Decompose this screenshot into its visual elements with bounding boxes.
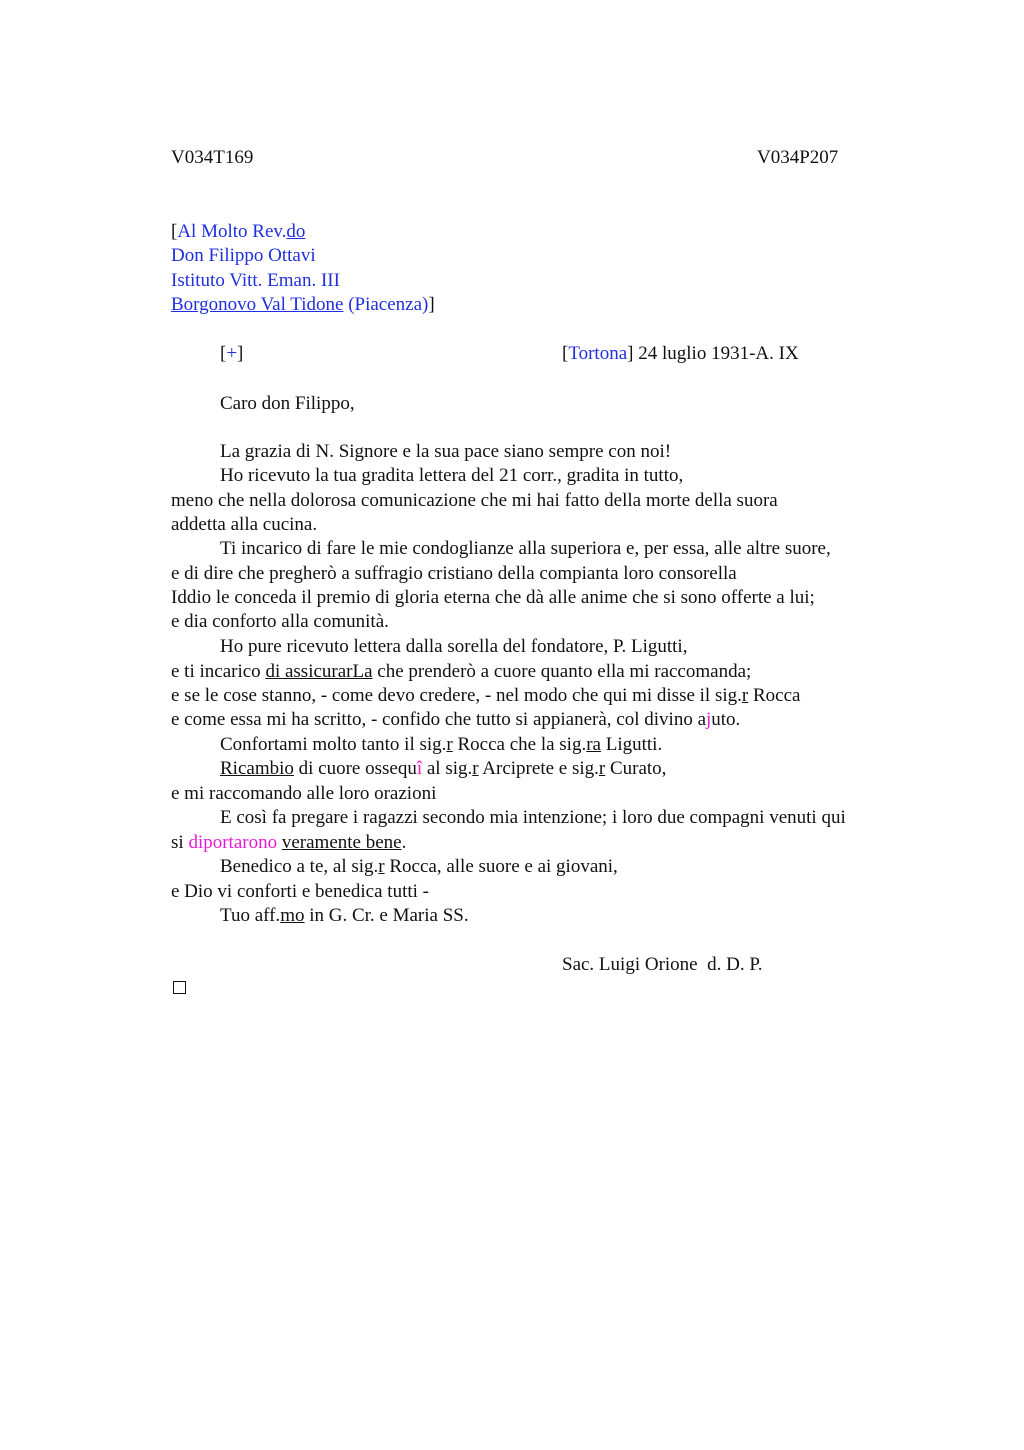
body-line: La grazia di N. Signore e la sua pace siano sempre con noi! xyxy=(220,441,672,462)
address-line-4 xyxy=(171,294,435,316)
body-line: e dia conforto alla comunità. xyxy=(171,611,389,632)
body-line: Iddio le conceda il premio di gloria eterna che dà alle anime che si sono offerte a lui; xyxy=(171,587,815,608)
letter-date: 24 luglio 1931-A. IX xyxy=(633,343,799,364)
body-line: Confortami molto tanto il sig.r Rocca che la sig.ra Ligutti. xyxy=(220,734,663,755)
body-line: Ricambio di cuore ossequî al sig.r Arciprete e sig.r Curato, xyxy=(220,758,667,779)
body-line: e se le cose stanno, - come devo credere, - nel modo che qui mi disse il sig.r Rocca xyxy=(171,685,801,706)
address-line-2: Don Filippo Ottavi xyxy=(171,245,316,266)
document-code-right: V034P207 xyxy=(757,147,839,168)
address-title: Al Molto Rev. xyxy=(177,221,287,242)
address-town: Borgonovo Val Tidone xyxy=(171,294,344,315)
bracket: ] xyxy=(428,294,435,315)
signature: Sac. Luigi Orione d. D. P. xyxy=(562,954,763,975)
address-line-1 xyxy=(171,221,305,243)
bracket: [ xyxy=(171,221,178,242)
body-line: Benedico a te, al sig.r Rocca, alle suore e ai giovani, xyxy=(220,856,618,877)
place-date: [Tortona] 24 luglio 1931-A. IX xyxy=(562,343,799,364)
body-line: e mi raccomando alle loro orazioni xyxy=(171,783,437,804)
body-line: Ho pure ricevuto lettera dalla sorella del fondatore, P. Ligutti, xyxy=(220,636,688,657)
end-marker-box xyxy=(173,981,186,994)
salutation: Caro don Filippo, xyxy=(220,393,355,414)
cross-mark: [+] xyxy=(220,343,244,364)
body-line: e Dio vi conforti e benedica tutti - xyxy=(171,881,429,902)
closing-line: Tuo aff.mo in G. Cr. e Maria SS. xyxy=(220,905,469,926)
address-province: (Piacenza) xyxy=(343,294,429,315)
address-line-3: Istituto Vitt. Eman. III xyxy=(171,270,340,291)
body-line: Ti incarico di fare le mie condoglianze alla superiora e, per essa, alle altre suore, xyxy=(220,538,831,559)
body-line: e come essa mi ha scritto, - confido che tutto si appianerà, col divino ajuto. xyxy=(171,709,741,730)
document-code-left: V034T169 xyxy=(171,147,254,168)
body-line: Ho ricevuto la tua gradita lettera del 21 corr., gradita in tutto, xyxy=(220,465,684,486)
body-line: E così fa pregare i ragazzi secondo mia intenzione; i loro due compagni venuti qui xyxy=(220,807,846,828)
body-line: e di dire che pregherò a suffragio cristiano della compianta loro consorella xyxy=(171,563,737,584)
body-line: si diportarono veramente bene. xyxy=(171,832,407,853)
body-line: addetta alla cucina. xyxy=(171,514,318,535)
place-name: Tortona xyxy=(568,343,628,364)
body-line: e ti incarico di assicurarLa che prenderò a cuore quanto ella mi raccomanda; xyxy=(171,661,752,682)
address-title-superscript: do xyxy=(286,221,306,242)
body-line: meno che nella dolorosa comunicazione che mi hai fatto della morte della suora xyxy=(171,490,778,511)
